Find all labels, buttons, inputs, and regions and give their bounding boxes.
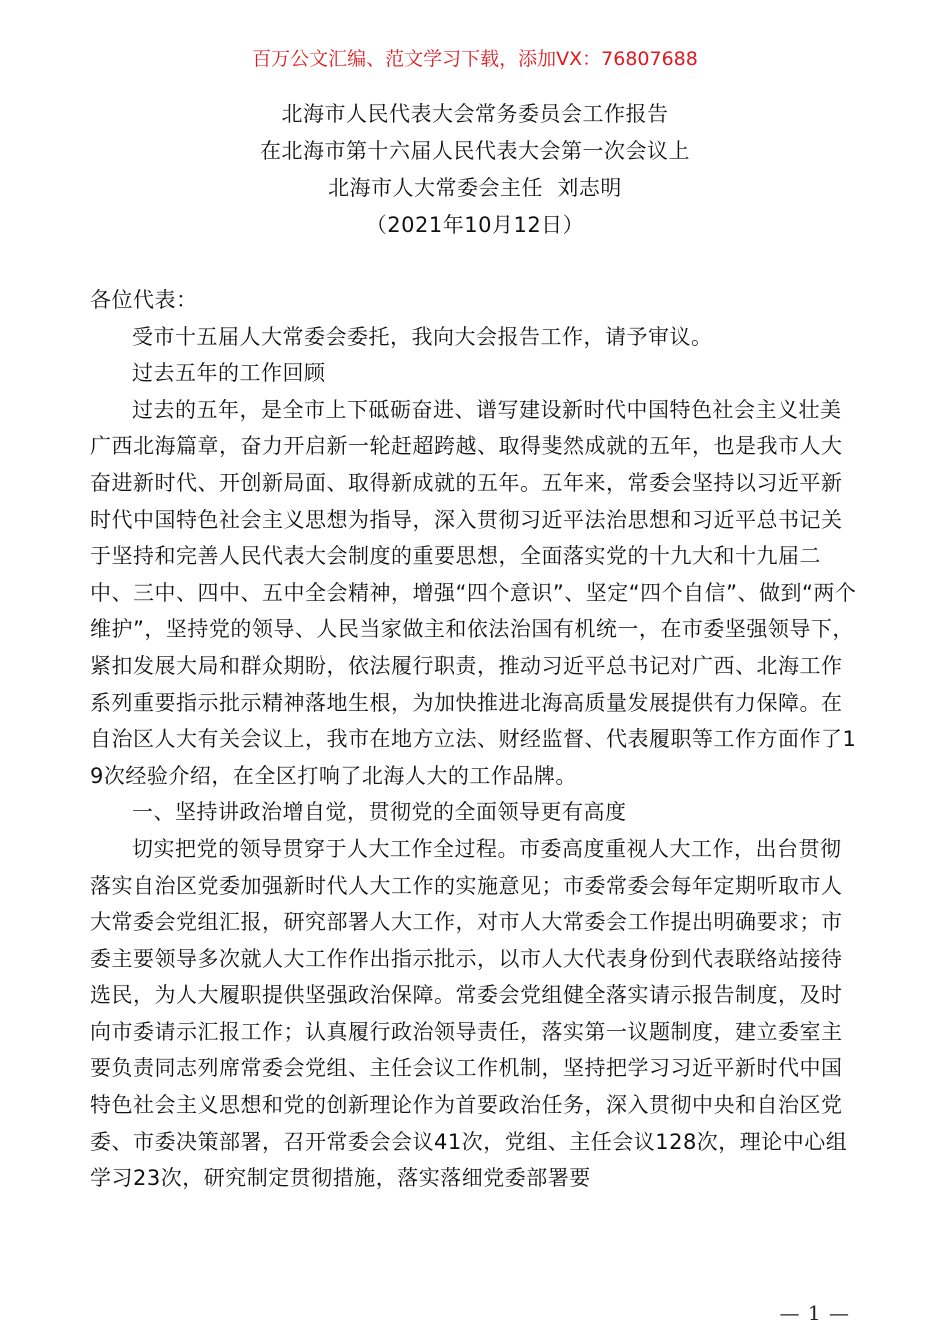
report-title-block: [0, 96, 950, 244]
report-body: [90, 282, 860, 1197]
page-number: — 1 —: [779, 1301, 850, 1325]
section-heading-1: 一、坚持讲政治增自觉，贯彻党的全面领导更有高度: [132, 800, 627, 825]
report-author: 北海市人大常委会主任 刘志明: [328, 176, 622, 200]
report-title: 北海市人民代表大会常务委员会工作报告: [281, 102, 669, 126]
salutation: 各位代表：: [90, 288, 198, 312]
paragraph-party-leadership: 切实把党的领导贯穿于人大工作全过程。市委高度重视人大工作，出台贯彻落实自治区党委加强新时代人大工作的实施意见；市委常委会每年定期听取市人大常委会党组汇报，研究部署人大工作，对市人大常委会工作提出明确要求；市委主要领导多次就人大工作作出指示批示，以市人大代表身份到代表联络站接待选民，为人大履职提供坚强政治保障。常委会党组健全落实请示报告制度，及时向市委请示汇报工作；认真履行政治领导责任，落实第一议题制度，建立委室主要负责同志列席常委会党组、主任会议工作机制，坚持把学习习近平新时代中国特色社会主义思想和党的创新理论作为首要政治任务，深入贯彻中央和自治区党委、市委决策部署，召开常委会会议41次，党组、主任会议128次，理论中心组学习23次，研究制定贯彻措施，落实落细党委部署要: [90, 836, 848, 1191]
promo-banner: 百万公文汇编、范文学习下载，添加VX：76807688: [252, 48, 698, 70]
paragraph-intro: 受市十五届人大常委会委托，我向大会报告工作，请予审议。: [132, 324, 713, 349]
section-title-review: 过去五年的工作回顾: [132, 361, 326, 386]
paragraph-review: 过去的五年，是全市上下砥砺奋进、谱写建设新时代中国特色社会主义壮美广西北海篇章，奋力开启新一轮赶超跨越、取得斐然成就的五年，也是我市人大奋进新时代、开创新局面、取得新成就的五年。五年来，常委会坚持以习近平新时代中国特色社会主义思想为指导，深入贯彻习近平法治思想和习近平总书记关于坚持和完善人民代表大会制度的重要思想，全面落实党的十九大和十九届二中、三中、四中、五中全会精神，增强“四个意识”、坚定“四个自信”、做到“两个维护”，坚持党的领导、人民当家做主和依法治国有机统一，在市委坚强领导下，紧扣发展大局和群众期盼，依法履行职责，推动习近平总书记对广西、北海工作系列重要指示批示精神落地生根，为加快推进北海高质量发展提供有力保障。在自治区人大有关会议上，我市在地方立法、财经监督、代表履职等工作方面作了19次经验介绍，在全区打响了北海人大的工作品牌。: [90, 397, 857, 788]
report-date: （2021年10月12日）: [365, 213, 585, 237]
report-occasion: 在北海市第十六届人民代表大会第一次会议上: [260, 139, 690, 163]
